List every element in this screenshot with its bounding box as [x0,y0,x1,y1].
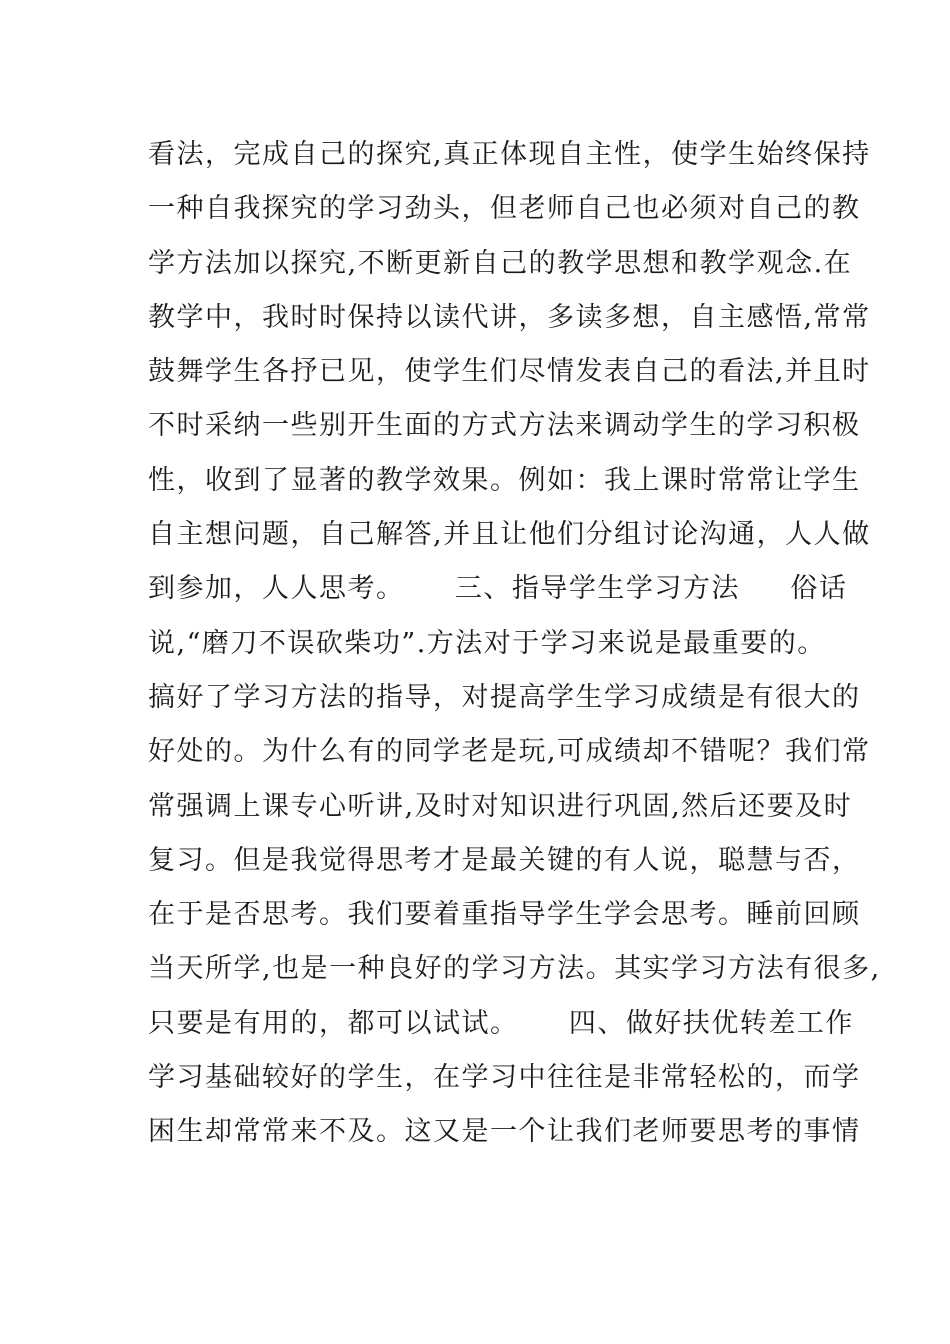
text-line: 在于是否思考。我们要着重指导学生学会思考。睡前回顾 [148,899,861,931]
text-line: 说,“磨刀不误砍柴功”.方法对于学习来说是最重要的。 [148,627,826,659]
text-line: 到参加，人人思考。 三、指导学生学习方法 俗话 [148,573,848,605]
body-text [148,128,881,1160]
text-line: 看法，完成自己的探究,真正体现自主性，使学生始终保持 [148,139,871,170]
text-line: 不时采纳一些别开生面的方式方法来调动学生的学习积极 [148,410,861,442]
text-line: 性，收到了显著的教学效果。例如：我上课时常常让学生 [148,464,861,496]
text-line: 常强调上课专心听讲,及时对知识进行巩固,然后还要及时 [148,790,853,822]
text-line: 自主想问题，自己解答,并且让他们分组讨论沟通，人人做 [148,519,871,551]
text-line: 好处的。为什么有的同学老是玩,可成绩却不错呢？我们常 [148,736,871,768]
text-line: 学习基础较好的学生，在学习中往往是非常轻松的，而学 [148,1062,861,1094]
text-line: 搞好了学习方法的指导，对提高学生学习成绩是有很大的 [148,681,861,713]
text-line: 困生却常常来不及。这又是一个让我们老师要思考的事情 [148,1116,861,1148]
text-line: 当天所学,也是一种良好的学习方法。其实学习方法有很多, [148,953,881,985]
text-line: 教学中，我时时保持以读代讲，多读多想，自主感悟,常常 [148,301,871,333]
text-line: 学方法加以探究,不断更新自己的教学思想和教学观念.在 [148,247,853,279]
text-line: 鼓舞学生各抒已见，使学生们尽情发表自己的看法,并且时 [148,356,871,388]
text-line: 复习。但是我觉得思考才是最关键的有人说，聪慧与否， [148,844,861,876]
text-line: 一种自我探究的学习劲头，但老师自己也必须对自己的教 [148,193,861,225]
text-line: 只要是有用的，都可以试试。 四、做好扶优转差工作 [148,1007,854,1039]
